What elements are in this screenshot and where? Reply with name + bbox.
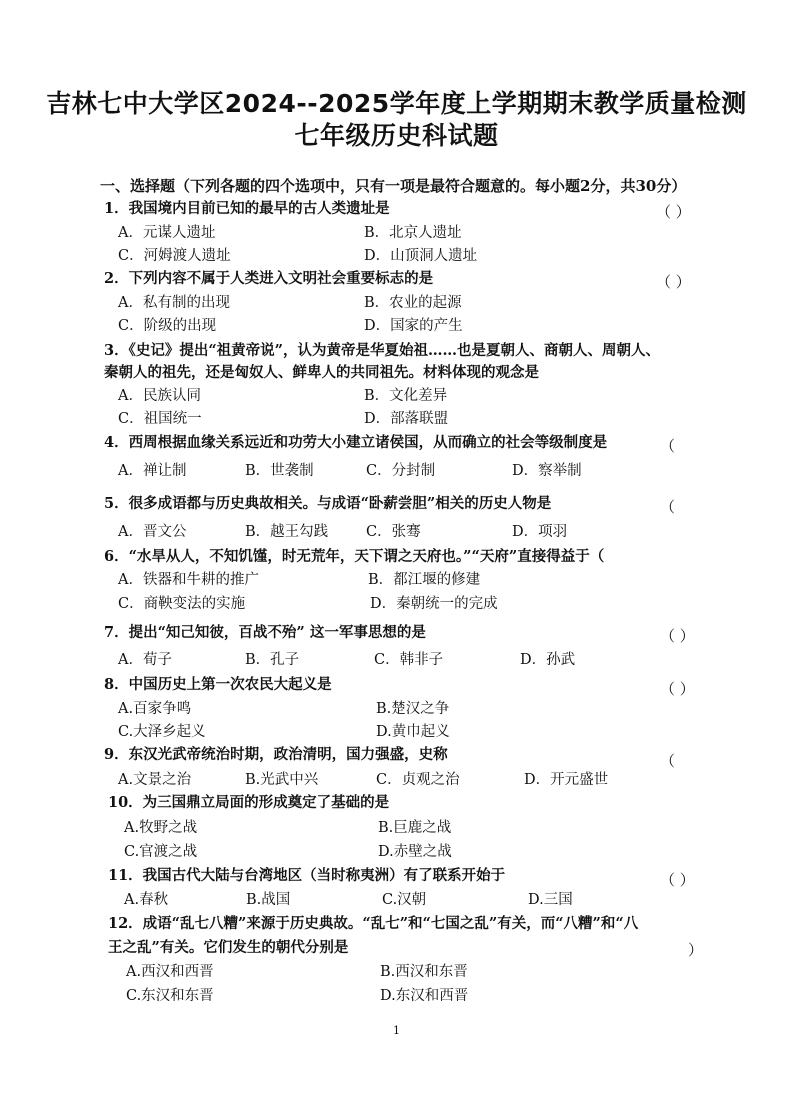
question-2-stem: 2．下列内容不属于人类进入文明社会重要标志的是 [104,270,434,287]
question-10-option-d: D.赤壁之战 [378,844,452,860]
question-11-answer-paren: （ ） [660,871,695,889]
question-3-option-b: B．文化差异 [364,388,448,404]
question-12-stem: 12．成语“乱七八糟”来源于历史典故。“乱七”和“七国之乱”有关，而“八糟”和“八 [108,915,639,932]
question-8-stem: 8．中国历史上第一次农民大起义是 [104,676,332,693]
question-1-answer-paren: （ ） [656,203,691,221]
question-3-stem: 3．《史记》提出“祖黄帝说”，认为黄帝是华夏始祖……也是夏朝人、商朝人、周朝人、 [104,342,661,359]
question-4-option-a: A．禅让制 [118,463,187,479]
question-5-answer-paren: （ [660,498,676,516]
question-4-option-b: B．世袭制 [245,463,314,479]
question-10-stem: 10．为三国鼎立局面的形成奠定了基础的是 [108,794,390,811]
question-12-option-a: A.西汉和西晋 [126,964,214,980]
question-5-option-b: B．越王勾践 [245,524,329,540]
question-7-option-b: B．孔子 [245,652,300,668]
question-3-stem-cont: 秦朝人的祖先，还是匈奴人、鲜卑人的共同祖先。材料体现的观念是 [104,364,539,381]
question-2-option-d: D．国家的产生 [364,318,463,334]
question-7-answer-paren: （ ） [660,627,695,645]
question-10-option-a: A.牧野之战 [124,820,198,836]
exam-subtitle: 七年级历史科试题 [294,121,499,150]
question-7-stem: 7．提出“知己知彼，百战不殆” 这一军事思想的是 [104,624,426,641]
question-12-option-b: B.西汉和东晋 [380,964,468,980]
question-6-option-c: C．商鞅变法的实施 [118,596,246,612]
question-1-option-d: D．山顶洞人遗址 [364,248,478,264]
question-10-option-c: C.官渡之战 [124,844,198,860]
question-1-stem: 1．我国境内目前已知的最早的古人类遗址是 [104,200,390,217]
question-2-option-a: A．私有制的出现 [118,295,230,311]
question-11-stem: 11．我国古代大陆与台湾地区（当时称夷洲）有了联系开始于 [108,867,506,884]
question-11-option-c: C.汉朝 [382,892,427,908]
question-3-option-a: A．民族认同 [118,388,201,404]
question-4-option-c: C．分封制 [366,463,436,479]
question-8-option-b: B.楚汉之争 [376,701,450,717]
question-8-option-c: C.大泽乡起义 [118,724,206,740]
question-11-option-d: D.三国 [528,892,573,908]
question-9-option-d: D．开元盛世 [524,772,609,788]
question-7-option-c: C．韩非子 [374,652,444,668]
question-2-option-b: B．农业的起源 [364,295,462,311]
question-7-option-d: D．孙武 [520,652,576,668]
question-12-stem-cont: 王之乱”有关。它们发生的朝代分别是 [108,939,349,956]
question-5-option-d: D．项羽 [512,524,568,540]
question-1-option-a: A．元谋人遗址 [118,225,216,241]
question-8-option-d: D.黄巾起义 [376,724,450,740]
question-10-option-b: B.巨鹿之战 [378,820,452,836]
question-5-option-c: C．张骞 [366,524,421,540]
question-7-option-a: A．荀子 [118,652,172,668]
question-12-answer-paren: ） [688,941,704,959]
question-4-stem: 4．西周根据血缘关系远近和功劳大小建立诸侯国，从而确立的社会等级制度是 [104,434,608,451]
question-8-answer-paren: （ ） [660,680,695,698]
question-8-option-a: A.百家争鸣 [118,701,192,717]
question-11-option-b: B.战国 [246,892,291,908]
question-2-answer-paren: （ ） [656,273,691,291]
question-4-answer-paren: （ [660,437,676,455]
question-6-option-d: D．秦朝统一的完成 [370,596,498,612]
question-1-option-b: B．北京人遗址 [364,225,462,241]
section-heading: 一、选择题（下列各题的四个选项中，只有一项是最符合题意的。每小题2分，共30分） [100,177,687,195]
question-6-option-b: B．都江堰的修建 [368,572,481,588]
question-9-answer-paren: （ [660,752,676,770]
question-4-option-d: D．察举制 [512,463,582,479]
question-6-option-a: A．铁器和牛耕的推广 [118,572,259,588]
question-2-option-c: C．阶级的出现 [118,318,217,334]
question-9-option-a: A.文景之治 [118,772,192,788]
question-12-option-d: D.东汉和西晋 [380,988,469,1004]
page-number: 1 [393,1024,400,1037]
exam-title: 吉林七中大学区2024--2025学年度上学期期末教学质量检测 [46,89,747,118]
question-11-option-a: A.春秋 [124,892,169,908]
question-1-option-c: C．河姆渡人遗址 [118,248,231,264]
question-5-stem: 5．很多成语都与历史典故相关。与成语“卧薪尝胆”相关的历史人物是 [104,495,552,512]
question-3-option-c: C．祖国统一 [118,411,202,427]
question-6-stem: 6．“水旱从人，不知饥馑，时无荒年，天下谓之天府也。”“天府”直接得益于（ [104,548,605,565]
question-3-option-d: D．部落联盟 [364,411,449,427]
question-12-option-c: C.东汉和东晋 [126,988,214,1004]
question-9-option-b: B.光武中兴 [245,772,319,788]
question-5-option-a: A．晋文公 [118,524,187,540]
question-9-stem: 9．东汉光武帝统治时期，政治清明，国力强盛，史称 [104,746,448,763]
question-9-option-c: C．贞观之治 [376,772,460,788]
